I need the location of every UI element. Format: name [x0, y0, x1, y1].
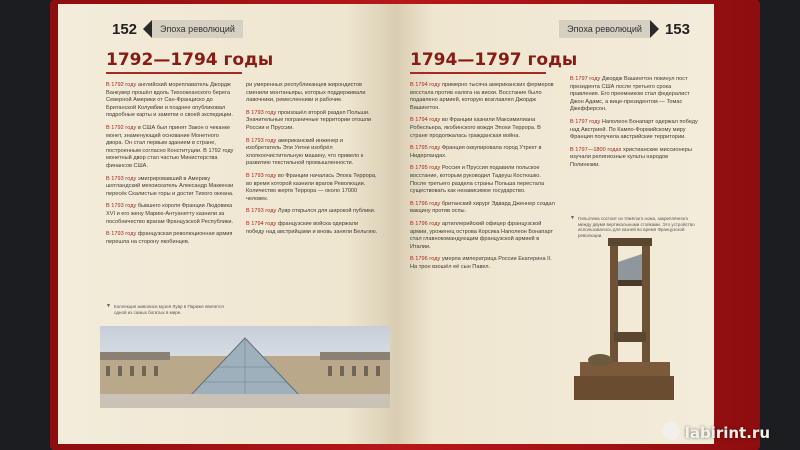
- paragraph-year: В 1795 году: [410, 165, 441, 172]
- paragraph-text: христианские миссионеры изучали религиозные культы народов Полинезии.: [570, 146, 692, 168]
- paragraph-text: Лувр открылся для широкой публики.: [277, 208, 376, 215]
- title-rule: [106, 72, 242, 74]
- paragraph-year: В 1793 году: [106, 231, 137, 238]
- paragraph-year: В 1797 году: [570, 76, 601, 82]
- paragraph-text: Наполеон Бонапарт одержал победу над Австрией. По Кампо-Формийскому миру Франция получила австрийские территории.: [570, 118, 698, 141]
- paragraph: [410, 82, 558, 112]
- paragraph-year: В 1797 году: [570, 118, 601, 125]
- paragraph-year: В 1796 году: [410, 200, 441, 207]
- paragraph-year: В 1792 году: [106, 82, 137, 88]
- paragraph: [246, 82, 378, 105]
- paragraph-year: В 1794 году: [410, 117, 441, 124]
- paragraph: [410, 256, 558, 271]
- left-page-header: [106, 18, 243, 40]
- paragraph: [106, 231, 236, 246]
- paragraph-year: В 1793 году: [106, 203, 137, 210]
- paragraph-text: Россия и Пруссия подавили польское восстание, которым руководил Тадеуш Костюшко. После третьего раздела страны Польша перестала существовать как независимое государство.: [410, 165, 545, 195]
- page-title: 1792—1794 годы: [106, 50, 274, 70]
- triangle-down-icon: ▼: [570, 215, 575, 221]
- paragraph-year: В 1793 году: [106, 175, 137, 182]
- paragraph-year: В 1793 году: [246, 109, 277, 116]
- photo-caption: [106, 304, 236, 315]
- page-number: 152: [112, 20, 138, 38]
- paragraph: [570, 119, 698, 142]
- paragraph: [106, 203, 236, 226]
- paragraph: [410, 221, 558, 251]
- photo-caption-text: Коллекция живописи музея Лувр в Париже является одной из самых богатых в мире.: [113, 304, 224, 315]
- paragraph-year: В 1796 году: [410, 220, 441, 227]
- paragraph-text: умерла императрица России Екатерина II. На трон взошёл её сын Павел.: [410, 256, 552, 270]
- paragraph: [410, 145, 558, 160]
- paragraph-year: В 1796 году: [410, 256, 441, 263]
- paragraph: [570, 76, 698, 114]
- paragraph-year: В 1792 году: [106, 124, 137, 131]
- paragraph-year: В 1794 году: [246, 220, 277, 227]
- paragraph-text: американский инженер и изобретатель Эли Уитни изобрёл хлопкоочистительную машину, что привело к развитию текстильной промышленности.: [246, 137, 364, 167]
- paragraph-text: Франция оккупировала город Утрехт в Нидерландах.: [410, 145, 542, 159]
- text-column-1: [106, 82, 236, 251]
- page-title: 1794—1797 годы: [410, 50, 578, 70]
- paragraph: [246, 138, 378, 168]
- paragraph-text: британский хирург Эдвард Дженнер создал вакцину против оспы.: [410, 200, 555, 215]
- paragraph-text: английский мореплаватель Джордж Ванкувер прошёл вдоль Тихоокеанского берега Северной Америки от Сан-Франциско до Британской Колумбии и позднее опубликовал подробные карты и заметки о своей экспедиции.: [106, 82, 233, 119]
- paragraph-text: произошёл второй раздел Польши. Значительные пограничные территории отошли России и Пруссии.: [246, 109, 372, 131]
- text-column-1: [410, 82, 558, 276]
- paragraph-text: французские войска одержали победу над австрийцами и вновь заняли Бельгию.: [246, 220, 378, 235]
- chevron-right-icon: [650, 20, 659, 38]
- section-title: Эпоха революций: [559, 20, 650, 38]
- chevron-left-icon: [143, 20, 152, 38]
- paragraph-text: эмигрировавший в Америку шотландский мехоискатель Александр Маккензи пересёк Скалистые горы и достиг Тихого океана.: [106, 175, 234, 197]
- paragraph-text: во Франции началась Эпоха Террора, во время которой казнили врагов Революции. Количество жертв Террора — около 17000 человек.: [246, 172, 377, 202]
- paragraph-text: ри умеренных республиканцев жирондистов сменили монтаньяры, которых поддерживали лавочники, ремесленники и рабочие.: [246, 82, 366, 104]
- paragraph-year: В 1795 году: [410, 145, 441, 152]
- guillotine-caption-text: Гильотина состоит из тяжёлого ножа, закреплённого между двумя вертикальными стойками. Это устройство использовалось для казней во время Французской революции.: [577, 216, 695, 238]
- paragraph-text: французская революционная армия перешла на сторону якобинцев.: [106, 231, 233, 245]
- paragraph-year: В 1793 году: [246, 208, 277, 215]
- paragraph-text: Джордж Вашингтон покинул пост президента США после третьего срока правления. Его преемником стал федералист Джон Адамс, а вице-президентом — Томас Джефферсон.: [570, 76, 690, 113]
- right-page-header: [559, 18, 696, 40]
- paragraph: [246, 173, 378, 203]
- paragraph-year: В 1793 году: [246, 172, 277, 179]
- text-column-2: [246, 82, 378, 241]
- text-column-2: [570, 76, 698, 175]
- paragraph: [106, 82, 236, 120]
- paragraph-text: артиллерийский офицер французской армии, уроженец острова Корсика Наполеон Бонапарт стал главнокомандующим французской армией в Италии.: [410, 220, 554, 250]
- paragraph-text: бывшего короля Франции Людовика XVI и его жену Марию-Антуанетту казнили за пособничество врагам Французской Республики.: [106, 203, 234, 225]
- paragraph: [410, 117, 558, 140]
- paragraph-text: примерно тысяча американских фермеров восстала против налога на виски. Восстание было подавлено армией, которую возглавлял Джордж Вашингтон.: [410, 82, 554, 111]
- labirint-logo-icon: [662, 422, 680, 440]
- paragraph: [246, 208, 378, 216]
- paragraph: [410, 201, 558, 216]
- paragraph: [106, 125, 236, 171]
- page-number: 153: [664, 20, 690, 38]
- paragraph-year: В 1794 году: [410, 82, 441, 88]
- triangle-down-icon: ▼: [106, 303, 111, 309]
- guillotine-illustration: [570, 232, 690, 412]
- paragraph-year: В 1797—1800 годах: [570, 146, 622, 153]
- title-rule: [410, 72, 546, 74]
- watermark: labirint.ru: [684, 424, 770, 442]
- paragraph: [246, 221, 378, 236]
- paragraph: [246, 110, 378, 133]
- paragraph: [106, 176, 236, 199]
- paragraph: [410, 165, 558, 195]
- paragraph-year: В 1793 году: [246, 137, 277, 144]
- paragraph: [570, 147, 698, 170]
- paragraph-text: в США был принят Закон о чеканке монет, знаменующий основание Монетного двора. Он стал первым зданием в стране, построенным согласно Конституции. В 1792 году монетный двор стал частью Министерства финансов США.: [106, 124, 234, 169]
- louvre-photo: [100, 326, 390, 408]
- paragraph-text: во Франции казнили Максимилиана Робеспьера, якобинского вождя Эпохи Террора. В стране продолжалась гражданская война.: [410, 117, 541, 139]
- section-title: Эпоха революций: [152, 20, 243, 38]
